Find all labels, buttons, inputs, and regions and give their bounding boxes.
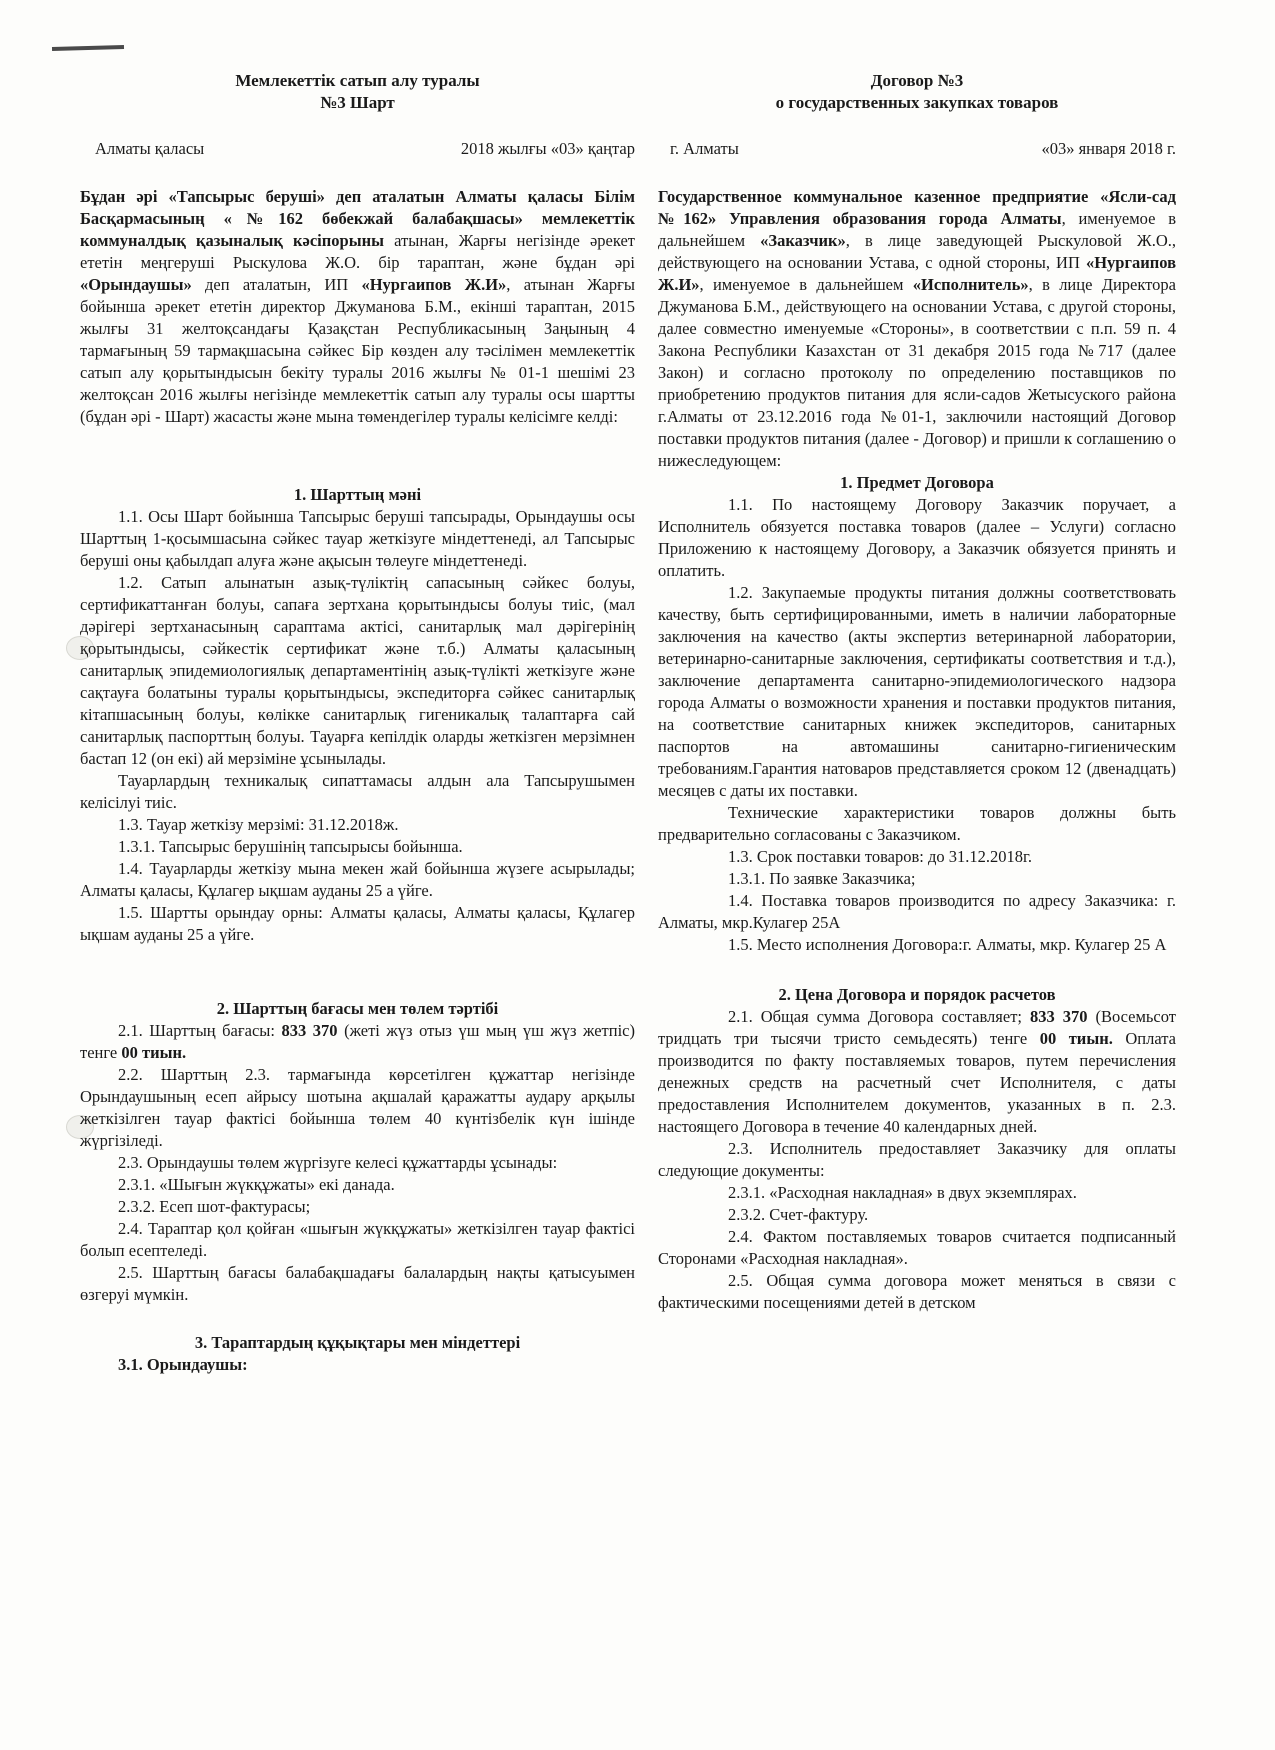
clause: 1.5. Шартты орындау орны: Алматы қаласы, Алматы қаласы, Құлагер ықшам ауданы 25 а үйге. [80,903,635,944]
clause: 1.3.1. По заявке Заказчика; [728,869,916,888]
clause: Тауарлардың техникалық сипаттамасы алдын ала Тапсырушымен келісілуі тиіс. [80,771,635,812]
doc-title-line2: №3 Шарт [320,93,395,112]
clause: 2.3.2. Счет-фактуру. [728,1205,869,1224]
clause: 1.2. Закупаемые продукты питания должны соответствовать качеству, быть сертифицированными, иметь в наличии лабораторные заключения на качество (акты экспертиз ветеринарной лаборатории, ветеринарно-санитарные заключения, сертификаты соответствия и т.д.), заключение департамента санитарно-эпидемиологического надзора города Алматы о возможности хранения и поставки продуктов питания, на соответствие санитарных книжек экспедиторов, санитарных паспортов на автомашины санитарно-гигиеническим требованиям.Гарантия натоваров представляется сроком 12 (двенадцать) месяцев с даты их поставки. [658,583,1176,800]
preamble: Государственное коммунальное казенное предприятие «Ясли-сад №162» Управления образования города Алматы, именуемое в дальнейшем «Заказчик», в лице заведующей Рыскуловой Ж.О., действующего на основании Устава, с одной стороны, ИП «Нургаипов Ж.И», именуемое в дальнейшем «Исполнитель», в лице Директора Джуманова Б.М., действующего на основании Устава, с другой стороны, далее совместно именуемые «Стороны», в соответствии с п.п. 59 п. 4 Закона Республики Казахстан от 31 декабря 2015 года №717 (далее Закон) и согласно протоколу по определению поставщиков по приобретению продуктов питания для ясли-садов Жетысуского района г.Алматы от 23.12.2016 года №01-1, заключили настоящий Договор поставки продуктов питания (далее - Договор) и пришли к соглашению о нижеследующем: [658,187,1176,470]
clause: 2.3. Исполнитель предоставляет Заказчику для оплаты следующие документы: [658,1139,1176,1180]
clause: 2.1. Общая сумма Договора составляет; 833 370 (Восемьсот тридцать три тысячи тристо семьдесять) тенге 00 тиын. Оплата производится по факту поставляемых товаров, путем перечисления денежных средств на расчетный счет Исполнителя, с даты предоставления Исполнителем документов, указанных в п. 2.3. настоящего Договора в течение 40 календарных дней. [658,1007,1176,1136]
place-date [658,138,1176,160]
clause: 1.4. Тауарларды жеткізу мына мекен жай бойынша жүзеге асырылады; Алматы қаласы, Құлагер ықшам ауданы 25 а үйге. [80,859,635,900]
place-date [80,138,635,160]
doc-title-line1: Договор №3 [870,71,964,90]
date: 2018 жылғы «03» қаңтар [460,139,635,158]
clause: 2.3.2. Есеп шот-фактурасы; [118,1197,311,1216]
clause: 1.3. Тауар жеткізу мерзімі: 31.12.2018ж. [118,815,399,834]
clause: Технические характеристики товаров должны быть предварительно согласованы с Заказчиком. [658,803,1176,844]
section-title: 2. Цена Договора и порядок расчетов [778,985,1056,1004]
doc-title-line1: Мемлекеттік сатып алу туралы [235,71,480,90]
place: Алматы қаласы [95,139,205,158]
clause: 2.3.1. «Расходная накладная» в двух экземплярах. [728,1183,1077,1202]
kazakh-column [80,70,635,1376]
scan-mark [52,45,124,51]
clause: 1.2. Сатып алынатын азық-түліктің сапасының сәйкес болуы, сертификаттанған болуы, сапаға зертхана қорытындысы болуы тиіс, (мал дәрігері зертханасының сараптама актісі, санитарлық мал дәрігерінің қорытындысы, сәйкестік сертификат және т.б.) Алматы қаласының санитарлық эпидемиологиялық департаментінің азық-түлікті жеткізуге және сақтауға болатыны туралы қорытындысы, экспедиторға сәйкес санитарлық кітапшасының болуы, көлікке санитарлық гигеникалық талаптарға сай санитарлық паспорттың болуы. Тауарға кепілдік оларды жеткізген мерзімнен бастап 12 (он екі) ай мерзіміне ұсынылады. [80,573,635,768]
clause: 2.3.1. «Шығын жүкқұжаты» екі данада. [118,1175,395,1194]
clause: 2.2. Шарттың 2.3. тармағында көрсетілген құжаттар негізінде Орындаушының есеп айрысу шотына ақшалай қаражатты аудару арқылы жеткізілген тауар фактісі бойынша төлем 40 күнтізбелік күн ішінде жүргізіледі. [80,1065,635,1150]
clause: 2.5. Шарттың бағасы балабақшадағы балалардың нақты қатысуымен өзгеруі мүмкін. [80,1263,635,1304]
preamble: Бұдан әрі «Тапсырыс беруші» деп аталатын Алматы қаласы Білім Басқармасының «№162 бөбекжай балабақшасы» мемлекеттік коммуналдық қазыналық кәсіпорыны атынан, Жарғы негізінде әрекет ететін меңгеруші Рыскулова Ж.О. бір тараптан, және бұдан әрі «Орындаушы» деп аталатын, ИП «Нургаипов Ж.И», атынан Жарғы бойынша әрекет ететін директор Джуманова Б.М., екінші тараптан, 2015 жылғы 31 желтоқсандағы Қазақстан Республикасының Заңының 4 тармағының 59 тармақшасына сәйкес Бір көзден алу тәсілімен мемлекеттік сатып алу қорытындысын бекіту туралы 2016 жылғы № 01-1 шешімі 23 желтоқсан 2016 жылғы негізінде мемлекеттік сатып алу туралы осы шартты (бұдан әрі - Шарт) жасасты және мына төмендегілер туралы келісімге келді: [80,187,635,426]
clause: 1.3.1. Тапсырыс берушінің тапсырысы бойынша. [118,837,463,856]
clause: 2.1. Шарттың бағасы: 833 370 (жеті жүз отыз үш мың үш жүз жетпіс) тенге 00 тиын. [80,1021,636,1062]
section-title: 1. Шарттың мәні [293,485,422,504]
clause: 1.4. Поставка товаров производится по адресу Заказчика: г. Алматы, мкр.Кулагер 25А [658,891,1176,932]
date: «03» января 2018 г. [1041,139,1176,158]
clause: 2.5. Общая сумма договора может меняться в связи с фактическими посещениями детей в детском [658,1271,1176,1312]
clause: 2.3. Орындаушы төлем жүргізуге келесі құжаттарды ұсынады: [118,1153,558,1172]
clause: 1.1. Осы Шарт бойынша Тапсырыс беруші тапсырады, Орындаушы осы Шарттың 1-қосымшасына сәйкес тауар жеткізуге міндеттенеді, ал Тапсырыс беруші оны қабылдап алуға және ақысын төлеуге міндеттенеді. [80,507,635,570]
clause: 2.4. Фактом поставляемых товаров считается подписанный Сторонами «Расходная накладная». [658,1227,1176,1268]
section-title: 1. Предмет Договора [840,473,994,492]
clause: 1.1. По настоящему Договору Заказчик поручает, а Исполнитель обязуется поставка товаров (далее – Услуги) согласно Приложению к настоящему Договору, а Заказчик обязуется принять и оплатить. [658,495,1176,580]
russian-column [658,70,1176,1314]
subsection-title: 3.1. Орындаушы: [118,1355,248,1374]
section-title: 3. Тараптардың құқықтары мен міндеттері [194,1333,521,1352]
clause: 1.3. Срок поставки товаров: до 31.12.2018г. [728,847,1033,866]
doc-title-line2: о государственных закупках товаров [775,93,1059,112]
section-title: 2. Шарттың бағасы мен төлем тәртібі [216,999,499,1018]
place: г. Алматы [670,139,739,158]
clause: 2.4. Тараптар қол қойған «шығын жүкқұжаты» жеткізілген тауар фактісі болып есептеледі. [80,1219,635,1260]
clause: 1.5. Место исполнения Договора:г. Алматы, мкр. Кулагер 25 А [728,935,1167,954]
